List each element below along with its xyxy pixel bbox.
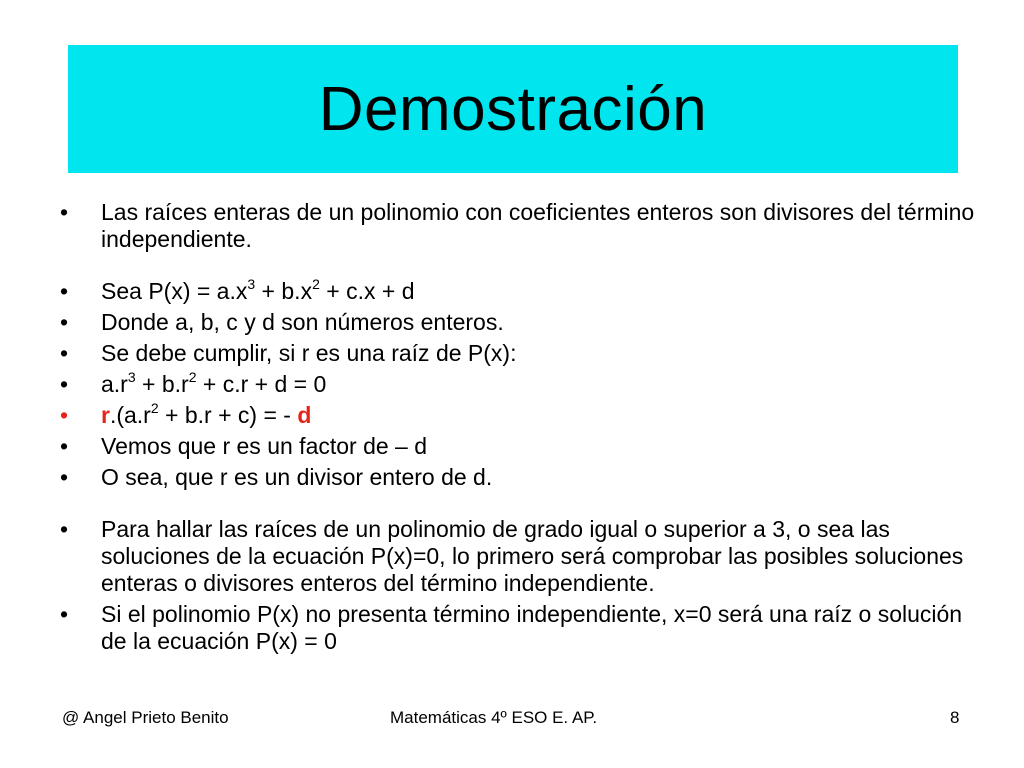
bullet-icon: • [60, 199, 69, 225]
bullet-item [60, 516, 980, 597]
bullet-text: Las raíces enteras de un polinomio con coeficientes enteros son divisores del término independiente. [101, 199, 975, 252]
bullet-text: O sea, que r es un divisor entero de d. [101, 464, 493, 490]
bullet-list [60, 199, 980, 659]
footer-page-number: 8 [950, 708, 960, 727]
footer-course: Matemáticas 4º ESO E. AP. [390, 708, 598, 727]
bullet-item [60, 433, 980, 460]
bullet-text: $r.(a.r^2 + b.r + c)$ = - d [101, 400, 312, 428]
bullet-icon: • [60, 371, 69, 397]
slide-title: Demostración [318, 74, 708, 144]
bullet-icon: • [60, 309, 69, 335]
bullet-text: Vemos que r es un factor de – d [101, 433, 428, 459]
bullet-item [60, 278, 980, 305]
bullet-item-highlighted [60, 402, 980, 429]
bullet-icon: • [60, 402, 69, 428]
bullet-text: $a.r^3 + b.r^2 + c.r + d = 0$ [101, 369, 327, 397]
bullet-item [60, 309, 980, 336]
bullet-item [60, 601, 980, 655]
bullet-item [60, 340, 980, 367]
bullet-icon: • [60, 516, 69, 542]
bullet-item [60, 464, 980, 491]
bullet-icon: • [60, 433, 69, 459]
bullet-text: Se debe cumplir, si r es una raíz de P(x): [101, 340, 517, 366]
bullet-icon: • [60, 278, 69, 304]
bullet-item [60, 199, 980, 253]
bullet-text: Sea $P(x) = a.x^3 + b.x^2 + c.x + d$ [101, 276, 415, 304]
bullet-text: Donde a, b, c y d son números enteros. [101, 309, 504, 335]
slide-footer [0, 708, 1024, 732]
title-banner [68, 45, 958, 173]
bullet-icon: • [60, 601, 69, 627]
bullet-icon: • [60, 340, 69, 366]
footer-author: @ Angel Prieto Benito [62, 708, 229, 727]
bullet-text: Si el polinomio P(x) no presenta término independiente, x=0 será una raíz o solución de la ecuación P(x) = 0 [101, 601, 963, 654]
bullet-item [60, 371, 980, 398]
bullet-text: Para hallar las raíces de un polinomio de grado igual o superior a 3, o sea las soluciones de la ecuación P(x)=0, lo primero será comprobar las posibles soluciones enteras o divisores enteros del término independiente. [101, 516, 964, 596]
bullet-icon: • [60, 464, 69, 490]
